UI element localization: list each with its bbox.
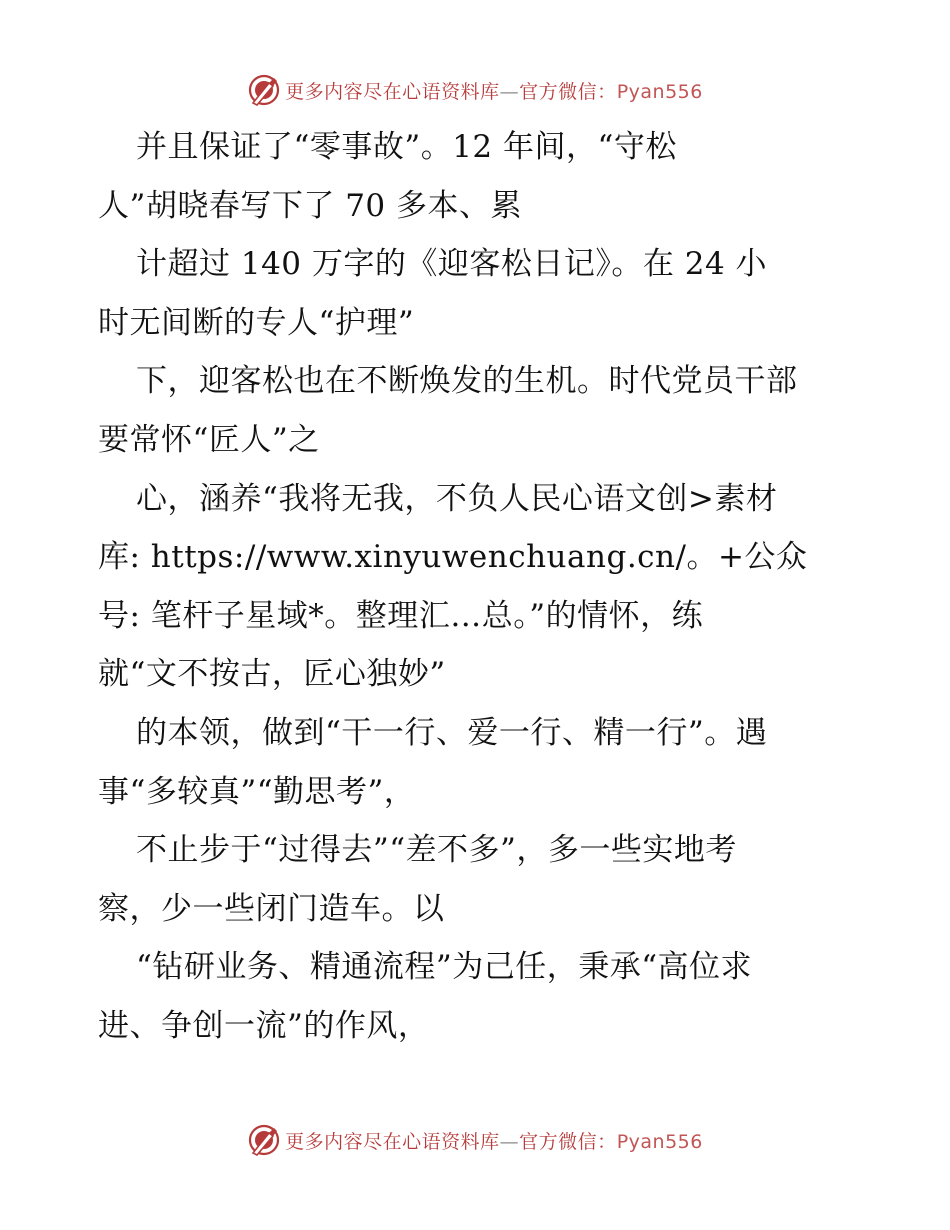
pen-seal-logo-icon xyxy=(247,73,281,107)
text-line: 就“文不按古，匠心独妙” xyxy=(98,656,446,693)
text-line: 时无间断的专人“护理” xyxy=(98,304,415,341)
watermark-wechat-label: 官方微信： xyxy=(519,80,617,103)
watermark-separator: — xyxy=(499,80,520,103)
text-line: 要常怀“匠人”之 xyxy=(98,421,320,458)
text-line: 并且保证了“零事故”。12 年间，“守松 xyxy=(136,129,677,165)
text-line: 下，迎客松也在不断焕发的生机。时代党员干部 xyxy=(136,363,798,400)
text-line: 号: 笔杆子星域*。整理汇…总。”的情怀，练 xyxy=(98,597,704,634)
watermark-wechat-id: Pyan556 xyxy=(616,80,703,103)
text-line: 心，涵养“我将无我，不负人民心语文创>素材 xyxy=(136,480,778,517)
footer-watermark xyxy=(0,1120,950,1160)
watermark-text xyxy=(285,1127,703,1154)
text-line: 计超过 140 万字的《迎客松日记》。在 24 小 xyxy=(136,246,768,283)
pen-seal-logo-icon xyxy=(247,1123,281,1157)
header-watermark xyxy=(0,70,950,110)
text-line: 库: https://www.xinyuwenchuang.cn/。+公众 xyxy=(98,539,808,576)
text-line: “钻研业务、精通流程”为己任，秉承“高位求 xyxy=(136,949,753,986)
text-line: 人”胡晓春写下了 70 多本、累 xyxy=(98,187,523,224)
watermark-text xyxy=(285,77,703,104)
watermark-wechat-id: Pyan556 xyxy=(616,1130,703,1153)
watermark-site: 更多内容尽在心语资料库 xyxy=(285,1130,500,1153)
watermark-wechat-label: 官方微信： xyxy=(519,1130,617,1153)
text-line: 的本领，做到“干一行、爱一行、精一行”。遇 xyxy=(136,714,768,751)
watermark-separator: — xyxy=(499,1130,520,1153)
document-body xyxy=(98,118,858,1056)
text-line: 察，少一些闭门造车。以 xyxy=(98,890,445,927)
text-line: 不止步于“过得去”“差不多”，多一些实地考 xyxy=(136,832,737,869)
watermark-site: 更多内容尽在心语资料库 xyxy=(285,80,500,103)
text-line: 进、争创一流”的作风， xyxy=(98,1007,430,1044)
text-line: 事“多较真”“勤思考”， xyxy=(98,773,416,810)
